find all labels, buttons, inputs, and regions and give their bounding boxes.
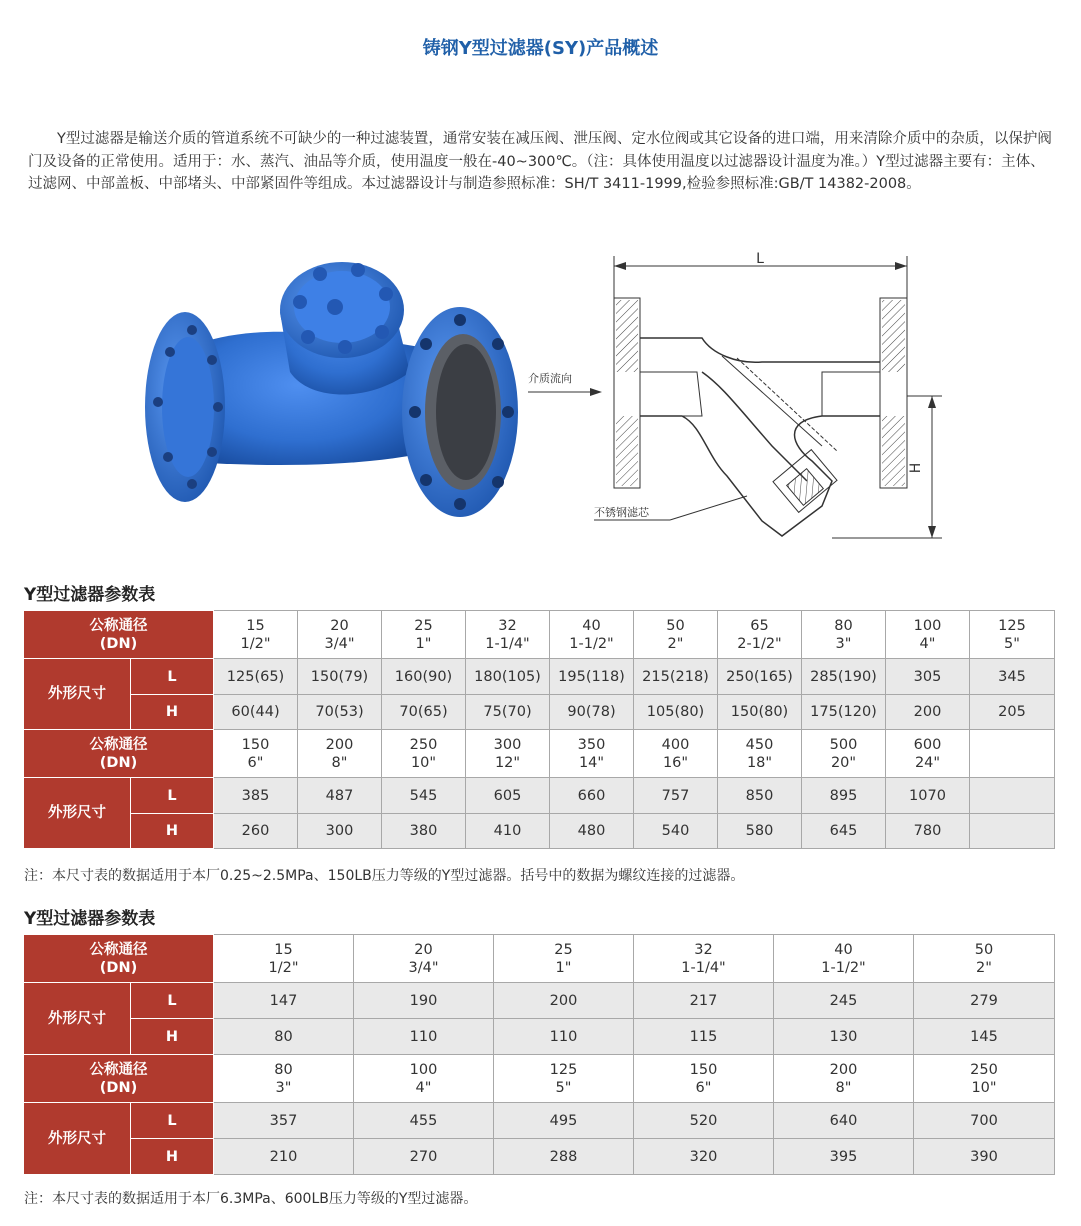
- L-value: 545: [382, 778, 466, 814]
- dn-value: 50: [974, 941, 994, 958]
- dn-value: 40: [582, 617, 601, 634]
- H-value: 70(53): [298, 695, 382, 730]
- inch-value: 10": [971, 1079, 997, 1096]
- dn-value: 50: [666, 617, 685, 634]
- L-value: 160(90): [382, 659, 466, 695]
- H-value: 210: [214, 1139, 354, 1175]
- L-value: 640: [774, 1103, 914, 1139]
- inch-value: 1/2": [268, 959, 299, 976]
- dn-value: 125: [998, 617, 1026, 634]
- dn-value: 125: [549, 1061, 578, 1078]
- dn-value: 400: [661, 736, 690, 753]
- dn-cell: [914, 1055, 1055, 1103]
- inch-value: 8": [331, 754, 348, 771]
- dn-cell: [214, 1055, 354, 1103]
- inch-value: 16": [662, 754, 689, 771]
- L-value: 217: [634, 983, 774, 1019]
- dn-cell: [466, 611, 550, 659]
- dn-value: 20: [330, 617, 349, 634]
- L-value: 385: [214, 778, 298, 814]
- dn-label: [24, 730, 214, 778]
- L-value: 1070: [886, 778, 970, 814]
- dn-cell: [774, 935, 914, 983]
- dn-cell: [774, 1055, 914, 1103]
- H-value: 110: [494, 1019, 634, 1055]
- dn-value: 300: [493, 736, 522, 753]
- inch-value: 10": [410, 754, 437, 771]
- dn-label-line2: (DN): [99, 635, 138, 652]
- size-label: 外形尺寸: [24, 778, 131, 849]
- inch-value: 8": [835, 1079, 852, 1096]
- size-label: 外形尺寸: [24, 1103, 131, 1175]
- H-value: 105(80): [634, 695, 718, 730]
- L-row: [24, 983, 1055, 1019]
- inch-value: 1": [555, 959, 572, 976]
- dn-value: 450: [745, 736, 774, 753]
- H-value: 300: [298, 814, 382, 849]
- L-value: 150(79): [298, 659, 382, 695]
- L-label: L: [131, 1103, 214, 1139]
- dn-value: 65: [750, 617, 769, 634]
- spec-table-2: [23, 934, 1055, 1175]
- H-value: 175(120): [802, 695, 886, 730]
- dn-value: 200: [829, 1061, 858, 1078]
- table2-heading: Y型过滤器参数表: [24, 909, 156, 929]
- dn-cell: [718, 611, 802, 659]
- flow-label: 介质流向: [528, 372, 572, 385]
- dn-label-line2: (DN): [99, 1079, 138, 1096]
- H-label: H: [131, 814, 214, 849]
- L-value: 147: [214, 983, 354, 1019]
- dn-cell: [494, 1055, 634, 1103]
- H-value: 390: [914, 1139, 1055, 1175]
- dn-label: [24, 935, 214, 983]
- inch-value: 5": [1004, 635, 1020, 652]
- L-row: [24, 659, 1055, 695]
- dn-value: 100: [409, 1061, 438, 1078]
- L-value: 250(165): [718, 659, 802, 695]
- dn-value: 250: [409, 736, 438, 753]
- H-value: 270: [354, 1139, 494, 1175]
- dn-cell: [634, 1055, 774, 1103]
- spec-table-1: [23, 610, 1055, 849]
- dn-label-line1: 公称通径: [89, 617, 148, 634]
- H-value: [970, 814, 1055, 849]
- L-value: 757: [634, 778, 718, 814]
- page-title: 铸钢Y型过滤器(SY)产品概述: [422, 38, 659, 59]
- H-value: 540: [634, 814, 718, 849]
- dn-cell: [354, 1055, 494, 1103]
- H-value: 380: [382, 814, 466, 849]
- dn-value: 25: [554, 941, 573, 958]
- dn-row: [24, 611, 1055, 659]
- dn-cell: [802, 730, 886, 778]
- H-value: 75(70): [466, 695, 550, 730]
- H-value: 60(44): [214, 695, 298, 730]
- dn-label: [24, 1055, 214, 1103]
- H-value: 205: [970, 695, 1055, 730]
- H-row: [24, 1019, 1055, 1055]
- H-value: 110: [354, 1019, 494, 1055]
- L-value: 605: [466, 778, 550, 814]
- H-label: H: [131, 1139, 214, 1175]
- dn-label-line1: 公称通径: [89, 941, 148, 958]
- H-row: [24, 1139, 1055, 1175]
- dn-value: 32: [498, 617, 517, 634]
- table1-heading: Y型过滤器参数表: [24, 585, 156, 605]
- dn-label-line1: 公称通径: [89, 736, 148, 753]
- dn-cell: [970, 730, 1055, 778]
- H-value: 580: [718, 814, 802, 849]
- dn-cell: [970, 611, 1055, 659]
- L-value: 180(105): [466, 659, 550, 695]
- dim-H-label: H: [908, 462, 924, 474]
- dn-cell: [886, 611, 970, 659]
- inch-value: 2": [976, 959, 992, 976]
- dn-row: [24, 1055, 1055, 1103]
- L-value: 660: [550, 778, 634, 814]
- H-value: 150(80): [718, 695, 802, 730]
- H-value: 320: [634, 1139, 774, 1175]
- inch-value: 18": [746, 754, 773, 771]
- L-value: 895: [802, 778, 886, 814]
- H-value: 288: [494, 1139, 634, 1175]
- inch-value: 12": [494, 754, 521, 771]
- H-value: 780: [886, 814, 970, 849]
- inch-value: 3": [835, 635, 852, 652]
- dn-value: 15: [246, 617, 265, 634]
- H-value: 260: [214, 814, 298, 849]
- dn-value: 15: [274, 941, 293, 958]
- dn-value: 150: [241, 736, 270, 753]
- inch-value: 1-1/4": [681, 959, 726, 976]
- L-label: L: [131, 983, 214, 1019]
- L-value: 850: [718, 778, 802, 814]
- H-value: 130: [774, 1019, 914, 1055]
- table1-note: 注：本尺寸表的数据适用于本厂0.25~2.5MPa、150LB压力等级的Y型过滤器。括号中的数据为螺纹连接的过滤器。: [24, 868, 745, 884]
- L-value: 125(65): [214, 659, 298, 695]
- L-value: 215(218): [634, 659, 718, 695]
- inch-value: 6": [695, 1079, 712, 1096]
- H-label: H: [131, 695, 214, 730]
- intro-paragraph: Y型过滤器是输送介质的管道系统不可缺少的一种过滤装置，通常安装在减压阀、泄压阀、定水位阀或其它设备的进口端，用来清除介质中的杂质，以保护阀门及设备的正常使用。适用于：水、蒸汽、油品等介质，使用温度一般在-40~300℃。（注：具体使用温度以过滤器设计温度为准。）Y型过滤器主要有：主体、过滤网、中部盖板、中部堵头、中部紧固件等组成。本过滤器设计与制造参照标准：SH/T 3411-1999,检验参照标准:GB/T 14382-2008。: [28, 131, 1052, 192]
- L-value: 357: [214, 1103, 354, 1139]
- L-value: [970, 778, 1055, 814]
- inch-value: 2-1/2": [737, 635, 782, 652]
- H-value: 145: [914, 1019, 1055, 1055]
- dn-label-line2: (DN): [99, 959, 138, 976]
- dn-cell: [466, 730, 550, 778]
- dn-cell: [382, 611, 466, 659]
- size-label: 外形尺寸: [24, 983, 131, 1055]
- H-value: 410: [466, 814, 550, 849]
- L-label: L: [131, 778, 214, 814]
- dn-value: 150: [689, 1061, 718, 1078]
- dn-cell: [298, 611, 382, 659]
- dn-label-line2: (DN): [99, 754, 138, 771]
- dn-cell: [550, 730, 634, 778]
- dn-cell: [802, 611, 886, 659]
- H-row: [24, 814, 1055, 849]
- L-value: 285(190): [802, 659, 886, 695]
- dn-row: [24, 730, 1055, 778]
- dn-cell: [634, 730, 718, 778]
- H-value: 115: [634, 1019, 774, 1055]
- dn-cell: [886, 730, 970, 778]
- dn-value: 600: [913, 736, 942, 753]
- L-value: 455: [354, 1103, 494, 1139]
- inch-value: 1-1/2": [569, 635, 614, 652]
- dn-value: 25: [414, 617, 433, 634]
- dn-cell: [550, 611, 634, 659]
- dn-row: [24, 935, 1055, 983]
- L-value: 195(118): [550, 659, 634, 695]
- y-strainer-photo: [130, 252, 520, 552]
- dn-label-line1: 公称通径: [89, 1061, 148, 1078]
- H-value: 645: [802, 814, 886, 849]
- L-value: 245: [774, 983, 914, 1019]
- L-value: 345: [970, 659, 1055, 695]
- inch-value: 1-1/4": [485, 635, 530, 652]
- inch-value: 3/4": [324, 635, 355, 652]
- size-label: 外形尺寸: [24, 659, 131, 730]
- H-value: 80: [214, 1019, 354, 1055]
- dn-cell: [718, 730, 802, 778]
- H-row: [24, 695, 1055, 730]
- dn-cell: [214, 611, 298, 659]
- dn-value: 80: [834, 617, 853, 634]
- inch-value: 1": [415, 635, 432, 652]
- screen-label: 不锈钢滤芯: [594, 506, 649, 519]
- H-value: 200: [886, 695, 970, 730]
- dn-label: [24, 611, 214, 659]
- dn-value: 20: [414, 941, 433, 958]
- L-value: 700: [914, 1103, 1055, 1139]
- L-value: 520: [634, 1103, 774, 1139]
- dn-cell: [914, 935, 1055, 983]
- dn-cell: [494, 935, 634, 983]
- dn-value: 80: [274, 1061, 293, 1078]
- inch-value: 6": [247, 754, 264, 771]
- L-value: 200: [494, 983, 634, 1019]
- inch-value: 3": [275, 1079, 292, 1096]
- L-row: [24, 1103, 1055, 1139]
- dn-value: 350: [577, 736, 606, 753]
- dn-value: 500: [829, 736, 858, 753]
- dn-cell: [634, 935, 774, 983]
- dn-value: 100: [913, 617, 942, 634]
- table2-note: 注：本尺寸表的数据适用于本厂6.3MPa、600LB压力等级的Y型过滤器。: [24, 1191, 478, 1207]
- dn-cell: [634, 611, 718, 659]
- dn-cell: [382, 730, 466, 778]
- inch-value: 20": [830, 754, 857, 771]
- L-value: 305: [886, 659, 970, 695]
- inch-value: 4": [415, 1079, 432, 1096]
- L-value: 279: [914, 983, 1055, 1019]
- H-value: 395: [774, 1139, 914, 1175]
- inch-value: 4": [919, 635, 936, 652]
- H-label: H: [131, 1019, 214, 1055]
- dim-L-label: L: [756, 251, 764, 267]
- inch-value: 2": [667, 635, 684, 652]
- dn-cell: [214, 730, 298, 778]
- inch-value: 1/2": [240, 635, 271, 652]
- dn-value: 32: [694, 941, 713, 958]
- inch-value: 5": [555, 1079, 572, 1096]
- dn-value: 40: [834, 941, 853, 958]
- L-value: 495: [494, 1103, 634, 1139]
- dn-value: 200: [325, 736, 354, 753]
- inch-value: 3/4": [408, 959, 439, 976]
- L-value: 190: [354, 983, 494, 1019]
- inch-value: 14": [578, 754, 605, 771]
- H-value: 70(65): [382, 695, 466, 730]
- dn-cell: [214, 935, 354, 983]
- L-value: 487: [298, 778, 382, 814]
- L-row: [24, 778, 1055, 814]
- inch-value: 24": [914, 754, 941, 771]
- inch-value: 1-1/2": [821, 959, 866, 976]
- L-label: L: [131, 659, 214, 695]
- H-value: 480: [550, 814, 634, 849]
- dn-cell: [354, 935, 494, 983]
- dn-cell: [298, 730, 382, 778]
- cross-section-diagram: [522, 246, 952, 556]
- H-value: 90(78): [550, 695, 634, 730]
- dn-value: 250: [970, 1061, 998, 1078]
